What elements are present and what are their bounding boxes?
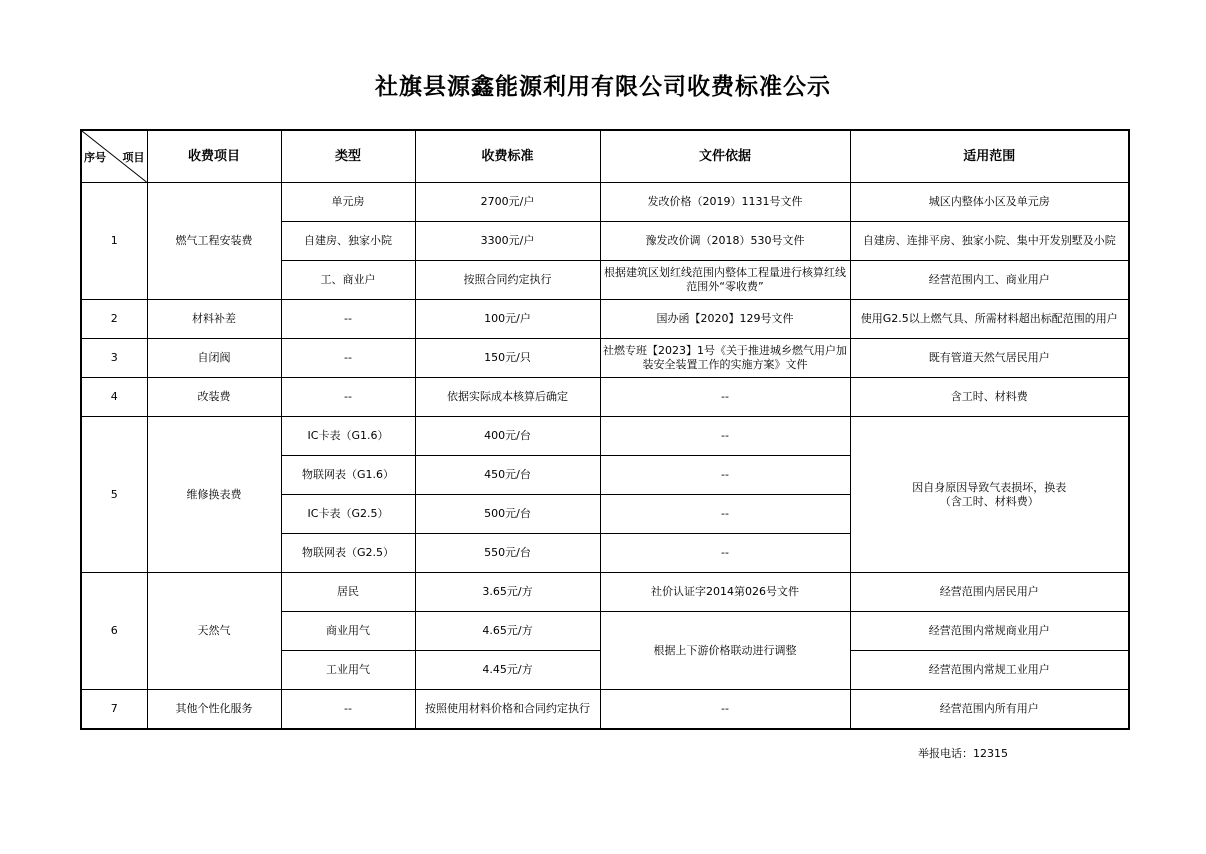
type-cell: 工、商业户 (281, 261, 415, 300)
fee-item-cell: 维修换表费 (147, 417, 281, 573)
scope-cell: 经营范围内工、商业用户 (850, 261, 1129, 300)
header-fee-item: 收费项目 (147, 130, 281, 183)
type-cell: -- (281, 378, 415, 417)
standard-cell: 500元/台 (415, 495, 600, 534)
scope-cell: 经营范围内所有用户 (850, 690, 1129, 730)
standard-cell: 按照合同约定执行 (415, 261, 600, 300)
fee-item-cell: 其他个性化服务 (147, 690, 281, 730)
basis-cell: 发改价格（2019）1131号文件 (600, 183, 850, 222)
table-row (81, 417, 1129, 456)
seq-cell: 2 (81, 300, 147, 339)
basis-cell: 豫发改价调（2018）530号文件 (600, 222, 850, 261)
header-seq: 序号 (84, 151, 106, 164)
type-cell: -- (281, 300, 415, 339)
scope-cell (850, 417, 1129, 573)
basis-cell: -- (600, 495, 850, 534)
header-standard: 收费标准 (415, 130, 600, 183)
type-cell: 单元房 (281, 183, 415, 222)
seq-cell: 3 (81, 339, 147, 378)
basis-cell: 国办函【2020】129号文件 (600, 300, 850, 339)
type-cell: IC卡表（G1.6） (281, 417, 415, 456)
standard-cell: 3300元/户 (415, 222, 600, 261)
scope-cell: 既有管道天然气居民用户 (850, 339, 1129, 378)
scope-cell: 经营范围内常规商业用户 (850, 612, 1129, 651)
table-row (81, 183, 1129, 222)
standard-cell: 2700元/户 (415, 183, 600, 222)
header-seq-item-cell (81, 130, 147, 183)
standard-cell: 400元/台 (415, 417, 600, 456)
fee-item-cell: 材料补差 (147, 300, 281, 339)
scope-line: 因自身原因导致气表损坏，换表 (912, 480, 1067, 494)
page-title: 社旗县源鑫能源利用有限公司收费标准公示 (375, 74, 831, 100)
basis-cell: 社价认证字2014第026号文件 (600, 573, 850, 612)
scope-cell: 经营范围内居民用户 (850, 573, 1129, 612)
standard-cell: 450元/台 (415, 456, 600, 495)
standard-cell: 150元/只 (415, 339, 600, 378)
fee-item-cell: 燃气工程安装费 (147, 183, 281, 300)
seq-cell: 1 (81, 183, 147, 300)
table-row (81, 690, 1129, 730)
scope-cell: 自建房、连排平房、独家小院、集中开发别墅及小院 (850, 222, 1129, 261)
basis-cell: -- (600, 417, 850, 456)
seq-cell: 7 (81, 690, 147, 730)
type-cell: 居民 (281, 573, 415, 612)
scope-line: （含工时、材料费） (939, 494, 1039, 508)
seq-cell: 6 (81, 573, 147, 690)
standard-cell: 550元/台 (415, 534, 600, 573)
table-row (81, 378, 1129, 417)
basis-cell: 根据建筑区划红线范围内整体工程量进行核算红线范围外“零收费” (600, 261, 850, 300)
basis-cell: -- (600, 378, 850, 417)
header-item: 项目 (122, 151, 145, 164)
seq-cell: 4 (81, 378, 147, 417)
basis-cell: -- (600, 534, 850, 573)
fee-item-cell: 天然气 (147, 573, 281, 690)
type-cell: 商业用气 (281, 612, 415, 651)
basis-cell: 社燃专班【2023】1号《关于推进城乡燃气用户加装安全装置工作的实施方案》文件 (600, 339, 850, 378)
type-cell: IC卡表（G2.5） (281, 495, 415, 534)
type-cell: 物联网表（G2.5） (281, 534, 415, 573)
basis-cell: -- (600, 690, 850, 730)
header-scope: 适用范围 (850, 130, 1129, 183)
standard-cell: 4.65元/方 (415, 612, 600, 651)
table-header-row (81, 130, 1129, 183)
type-cell: -- (281, 339, 415, 378)
standard-cell: 按照使用材料价格和合同约定执行 (415, 690, 600, 730)
standard-cell: 3.65元/方 (415, 573, 600, 612)
table-row (81, 300, 1129, 339)
table-row (81, 339, 1129, 378)
standard-cell: 依据实际成本核算后确定 (415, 378, 600, 417)
header-basis: 文件依据 (600, 130, 850, 183)
fee-item-cell: 自闭阀 (147, 339, 281, 378)
type-cell: 工业用气 (281, 651, 415, 690)
type-cell: 物联网表（G1.6） (281, 456, 415, 495)
basis-cell: -- (600, 456, 850, 495)
scope-cell: 城区内整体小区及单元房 (850, 183, 1129, 222)
scope-cell: 含工时、材料费 (850, 378, 1129, 417)
type-cell: -- (281, 690, 415, 730)
header-type: 类型 (281, 130, 415, 183)
basis-cell: 根据上下游价格联动进行调整 (600, 612, 850, 690)
fee-table (80, 129, 1130, 730)
report-hotline: 举报电话：12315 (918, 747, 1008, 760)
seq-cell: 5 (81, 417, 147, 573)
standard-cell: 4.45元/方 (415, 651, 600, 690)
fee-item-cell: 改装费 (147, 378, 281, 417)
scope-cell: 经营范围内常规工业用户 (850, 651, 1129, 690)
type-cell: 自建房、独家小院 (281, 222, 415, 261)
scope-cell: 使用G2.5以上燃气具、所需材料超出标配范围的用户 (850, 300, 1129, 339)
table-row (81, 573, 1129, 612)
standard-cell: 100元/户 (415, 300, 600, 339)
